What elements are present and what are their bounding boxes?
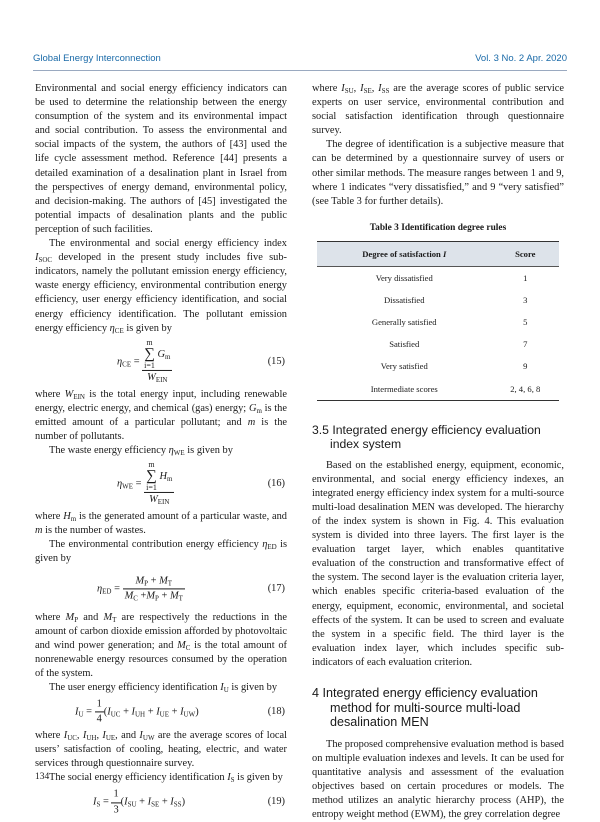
section-heading-4: 4 Integrated energy efficiency evaluation method for multi-source multi-load desalination MEN [312,686,564,730]
paragraph: where $H_m$ is the generated amount of a particular waste, and m is the number of wastes. [35,510,287,538]
paragraph: where $I_{UC}$, $I_{UH}$, $I_{UE}$, and $I_{UW}$ are the average scores of local users’ satisfaction of cooling, heating, electric, and water services through questionnaire survey. [35,729,287,771]
paragraph: where $M_P$ and $M_T$ are respectively the reductions in the amount of carbon dioxide emission afforded by photovoltaic and wind power generation; and $M_C$ is the total amount of nonrenewable energy resources consumed by the operation of the system. [35,611,287,681]
table-header: Score [492,241,560,266]
equation-number: (15) [268,355,285,369]
journal-name: Global Energy Interconnection [33,53,161,64]
header-rule [33,70,567,71]
table-row [317,289,559,311]
table-row [317,355,559,377]
table-cell: 5 [492,311,560,333]
equation-16: $\eta_{WE}$ = m ∑ i=1 $H_m$ $W_{EIN}$ (16) [35,460,287,508]
equation-15: $\eta_{CE}$ = m ∑ i=1 $G_m$ $W_{EIN}$ (15) [35,338,287,386]
paragraph: The environmental and social energy efficiency index $I_{SOC}$ developed in the present study includes five sub-indicators, namely the pollutant emission energy efficiency, waste energy efficiency, environmental contribution energy efficiency, user energy efficiency identification, and social energy efficiency identification. The pollutant emission energy efficiency $\eta_{CE}$ is given by [35,237,287,336]
equation-number: (16) [268,477,285,491]
paragraph: Based on the established energy, equipment, economic, environmental, and social energy efficiency indexes, an integrated energy efficiency index system for a multi-source multi-load desalination MEN was developed. The hierarchy of the index system is shown in Fig. 4. This evaluation system is divided into three layers. The first layer is the evaluation target layer, which enables quantitative evaluation of the construction and transformative effect of the system. The second layer is the evaluation criteria layer, which enables specific criteria-based evaluation of the energy, equipment, economic, environmental, and societal effects of the system. It can be used to screen and evaluate the system in a specific field. The third layer is the evaluation index layer, which includes specific sub-indicators of each evaluation criterion. [312,459,564,670]
section-heading-3-5: 3.5 Integrated energy efficiency evaluation index system [312,423,564,451]
table-cell: Generally satisfied [317,311,492,333]
table-caption: Table 3 Identification degree rules [317,221,559,235]
equation-19: $I_S$ = $\frac{1}{3}$ $(I_{SU} + I_{SE} + I_{SS})$ (19) [35,787,287,817]
table-cell: 3 [492,289,560,311]
paragraph: The user energy efficiency identification $I_U$ is given by [35,681,287,695]
table-cell: 2, 4, 6, 8 [492,378,560,401]
paragraph: The waste energy efficiency $\eta_{WE}$ is given by [35,444,287,458]
table-row [317,333,559,355]
equation-number: (17) [268,581,285,595]
table-cell: 1 [492,267,560,290]
paragraph: where $W_{EIN}$ is the total energy input, including renewable energy, electric energy, and chemical (gas) energy; $G_m$ is the emitted amount of a particular pollutant; and m is the number of pollutants. [35,388,287,444]
table-cell: 7 [492,333,560,355]
page-number: 134 [35,772,49,782]
left-column [35,82,287,819]
volume-info: Vol. 3 No. 2 Apr. 2020 [475,53,567,64]
equation-number: (19) [268,795,285,809]
equation-18: $I_U$ = $\frac{1}{4}$ $(I_{UC} + I_{UH} + I_{UE} + I_{UW})$ (18) [35,697,287,727]
table-row [317,378,559,401]
table-cell: Very satisfied [317,355,492,377]
paragraph: The proposed comprehensive evaluation method is based on multiple evaluation indexes and levels. It can be used for quantitative analysis and assessment of the evaluation objectives based on certain procedures or models. The method utilizes an analytic hierarchy process (AHP), the entropy weight method (EWM), the grey correlation degree [312,738,564,822]
table-header [317,241,492,266]
table-cell: 9 [492,355,560,377]
table-row [317,311,559,333]
running-header [33,53,567,67]
right-column [312,82,564,822]
equation-number: (18) [268,705,285,719]
table-cell: Very dissatisfied [317,267,492,290]
table-3 [317,221,559,401]
table-cell: Dissatisfied [317,289,492,311]
paragraph: The degree of identification is a subjective measure that can be determined by a questionnaire survey of users or other similar methods. The measure ranges between 1 and 9, where 1 indicates “very dissatisfied,” and 9 “very satisfied” (see Table 3 for further details). [312,138,564,208]
paragraph: where $I_{SU}$, $I_{SE}$, $I_{SS}$ are the average scores of public service experts on user service, environmental contribution and social satisfaction identification through questionnaire survey. [312,82,564,138]
paragraph: The social energy efficiency identification $I_S$ is given by [35,771,287,785]
table-row [317,267,559,290]
table-cell: Satisfied [317,333,492,355]
header-degree: Degree of satisfaction I [362,249,446,259]
paragraph: Environmental and social energy efficiency indicators can be used to determine the relationship between the energy consumption of the system and its environmental impact and social contribution. To assess the environmental and social impacts of the system, the authors of [43] used the life cycle assessment method. Reference [44] presents a detailed examination of a desalination plant in Israel from the perspectives of energy demand, environmental policy, and decision-making. The authors of [45] investigated the potential impacts of desalination plants and the public perception of such facilities. [35,82,287,237]
equation-17: $\eta_{ED}$ = $\frac{M_P + M_T}{M_C +M_P + M_T}$ (17) [35,569,287,609]
table-cell: Intermediate scores [317,378,492,401]
paragraph: The environmental contribution energy efficiency $\eta_{ED}$ is given by [35,538,287,566]
